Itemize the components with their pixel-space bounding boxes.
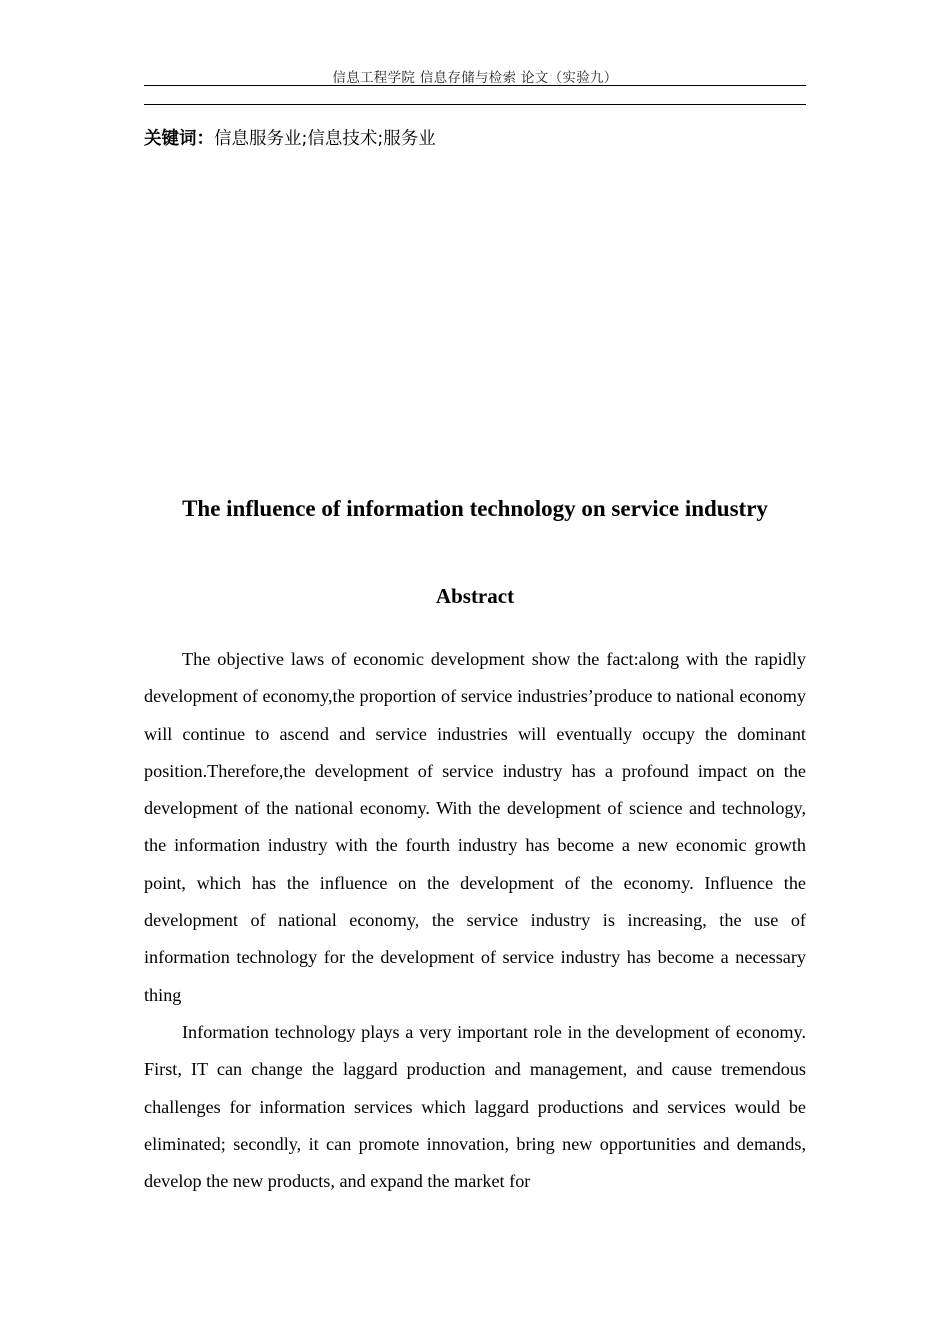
keywords-text: 信息服务业;信息技术;服务业 [214,129,436,149]
abstract-heading: Abstract [435,584,515,608]
keywords-label: 关键词： [144,129,214,149]
running-header: 信息工程学院 信息存储与检索 论文（实验九） [332,70,618,86]
keywords-line [144,125,436,150]
english-title: The influence of information technology on service industry [182,496,768,521]
header-rule-top [144,85,806,86]
abstract-paragraph-1: The objective laws of economic development show the fact:along with the rapidly development of economy,the proportion of service industries’produce to national economy will continue to ascend and service industries will eventually occupy the dominant position.Therefore,the development of service industry has a profound impact on the development of the national economy. With the development of science and technology, the information industry with the fourth industry has become a new economic growth point, which has the influence on the development of the economy. Influence the development of national economy, the service industry is increasing, the use of information technology for the development of service industry has become a necessary thing [144,649,806,1005]
abstract-paragraph-2: Information technology plays a very important role in the development of economy. First, IT can change the laggard production and management, and cause tremendous challenges for information services which laggard productions and services would be eliminated; secondly, it can promote innovation, bring new opportunities and demands, develop the new products, and expand the market for [144,1021,806,1192]
header-rule-bottom [144,104,806,105]
abstract-body [144,641,806,1200]
